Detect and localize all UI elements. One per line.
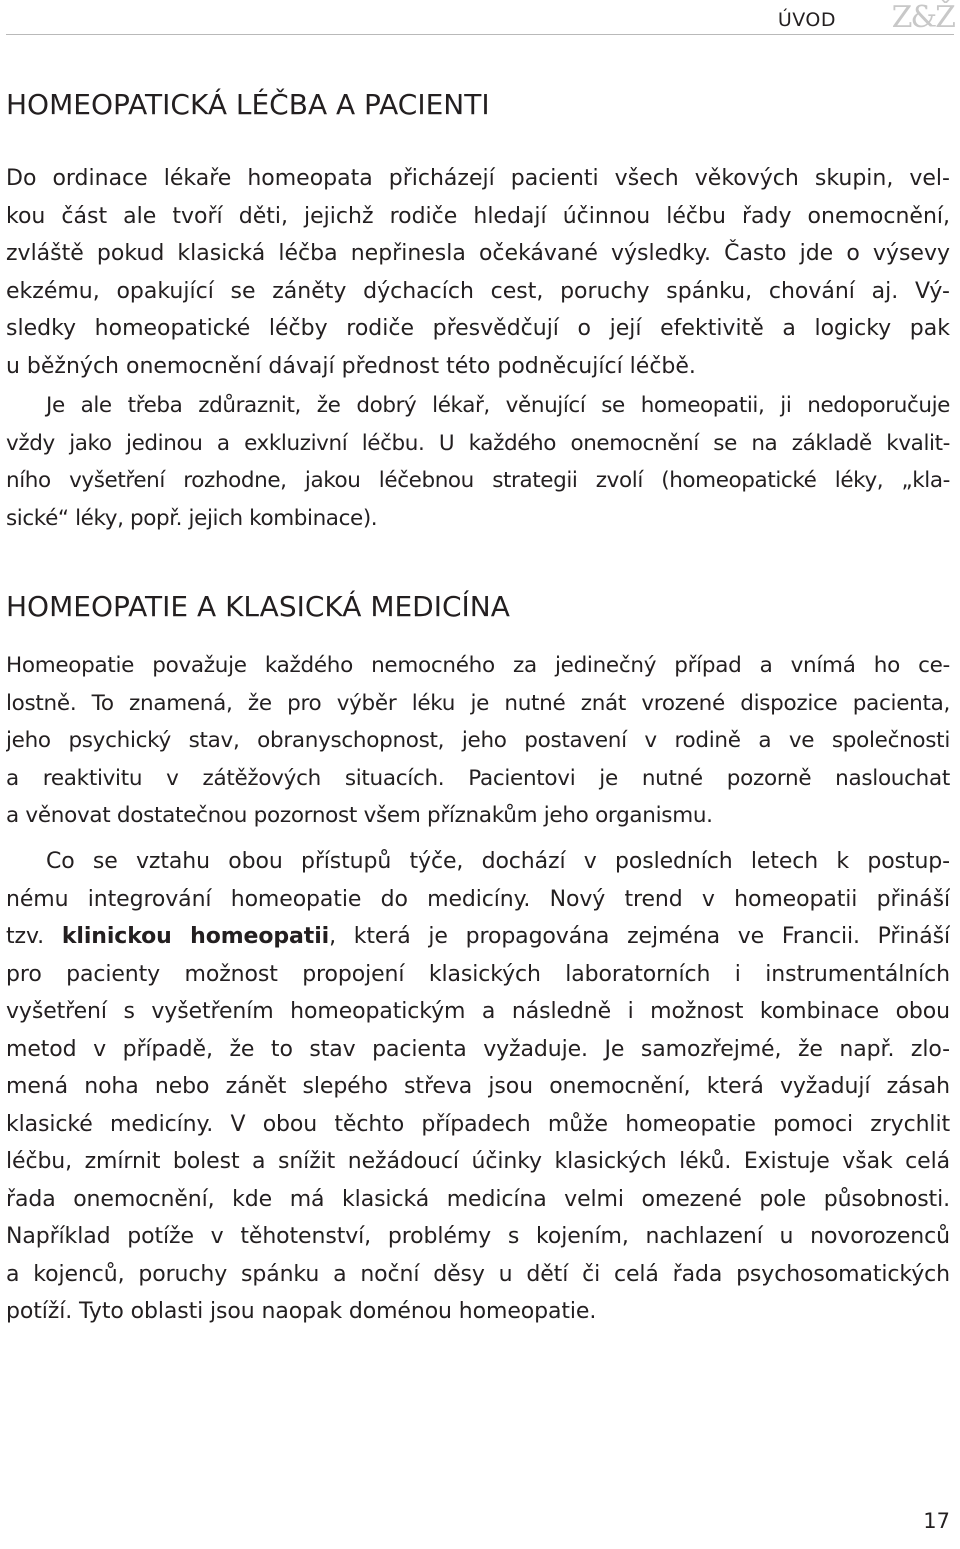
text-line: nému integrování homeopatie do medicíny. Nový trend v homeopatii přináší (6, 886, 950, 912)
text-run: , která je propagována zejména ve Francii. Přináší (329, 924, 950, 949)
section-heading-homeopathic-treatment: HOMEOPATICKÁ LÉČBA A PACIENTI (6, 88, 490, 121)
text-line: ekzému, opakující se záněty dýchacích cest, poruchy spánku, chování aj. Vý- (6, 278, 950, 304)
text-line: kou část ale tvoří děti, jejichž rodiče hledají účinnou léčbu řady onemocnění, (6, 203, 950, 229)
running-header (6, 0, 954, 35)
text-line: zvláště pokud klasická léčba nepřinesla očekávané výsledky. Často jde o výsevy (6, 241, 950, 266)
paragraph-doctor-recommendation (6, 387, 950, 537)
text-line: lostně. To znamená, že pro výběr léku je nutné znát vrozené dispozice pacienta, (6, 690, 950, 716)
text-line: Homeopatie považuje každého nemocného za jedinečný případ a vnímá ho ce- (6, 653, 950, 678)
text-line: ního vyšetření rozhodne, jakou léčebnou strategii zvolí (homeopatické léky, „kla- (6, 468, 950, 493)
text-line: vyšetření s vyšetřením homeopatickým a následně i možnost kombinace obou (6, 999, 950, 1024)
text-line: řada onemocnění, kde má klasická medicína velmi omezené pole působnosti. (6, 1186, 950, 1212)
text-line: léčbu, zmírnit bolest a snížit nežádoucí účinky klasických léků. Existuje však celá (6, 1149, 950, 1174)
text-line: a reaktivitu v zátěžových situacích. Pacientovi je nutné pozorně naslouchat (6, 765, 950, 791)
text-line: potíží. Tyto oblasti jsou naopak doménou homeopatie. (6, 1299, 597, 1324)
text-line: sické“ léky, popř. jejich kombinace). (6, 505, 378, 531)
text-line: Co se vztahu obou přístupů týče, dochází v posledních letech k postup- (46, 849, 950, 874)
text-line: Do ordinace lékaře homeopata přicházejí pacienti všech věkových skupin, vel- (6, 166, 950, 191)
text-line: u běžných onemocnění dávají přednost této podněcující léčbě. (6, 353, 696, 379)
paragraph-clinical-homeopathy (6, 843, 950, 1331)
text-line: Například potíže v těhotenství, problémy s kojením, nachlazení u novorozenců (6, 1224, 950, 1249)
page-number: 17 (923, 1509, 950, 1533)
text-line: mená noha nebo zánět slepého střeva jsou onemocnění, která vyžadují zásah (6, 1074, 950, 1099)
paragraph-intro (6, 160, 950, 385)
bold-term-clinical-homeopathy: klinickou homeopatii (61, 924, 330, 949)
text-line: sledky homeopatické léčby rodiče přesvědčují o její efektivitě a logicky pak (6, 316, 950, 341)
paragraph-holistic-approach (6, 647, 950, 835)
text-run: tzv. (6, 924, 62, 949)
text-line: metod v případě, že to stav pacienta vyžaduje. Je samozřejmé, že např. zlo- (6, 1036, 950, 1062)
text-line: a věnovat dostatečnou pozornost všem příznakům jeho organismu. (6, 803, 713, 828)
text-line: a kojenců, poruchy spánku a noční děsy u dětí či celá řada psychosomatických (6, 1261, 950, 1287)
text-line: pro pacienty možnost propojení klasických laboratorních i instrumentálních (6, 961, 950, 987)
publisher-logo: Z&Ž (891, 0, 954, 35)
text-line: vždy jako jedinou a exkluzivní léčbu. U každého onemocnění se na základě kvalit- (6, 430, 950, 456)
header-section-title: ÚVOD (777, 9, 836, 31)
text-line: jeho psychický stav, obranyschopnost, jeho postavení v rodině a ve společnosti (6, 728, 950, 753)
text-line: Je ale třeba zdůraznit, že dobrý lékař, věnující se homeopatii, ji nedoporučuje (46, 393, 950, 418)
section-heading-homeopathy-classical-medicine: HOMEOPATIE A KLASICKÁ MEDICÍNA (6, 590, 510, 623)
text-line (6, 918, 950, 956)
text-line: klasické medicíny. V obou těchto případech může homeopatie pomoci zrychlit (6, 1111, 950, 1137)
